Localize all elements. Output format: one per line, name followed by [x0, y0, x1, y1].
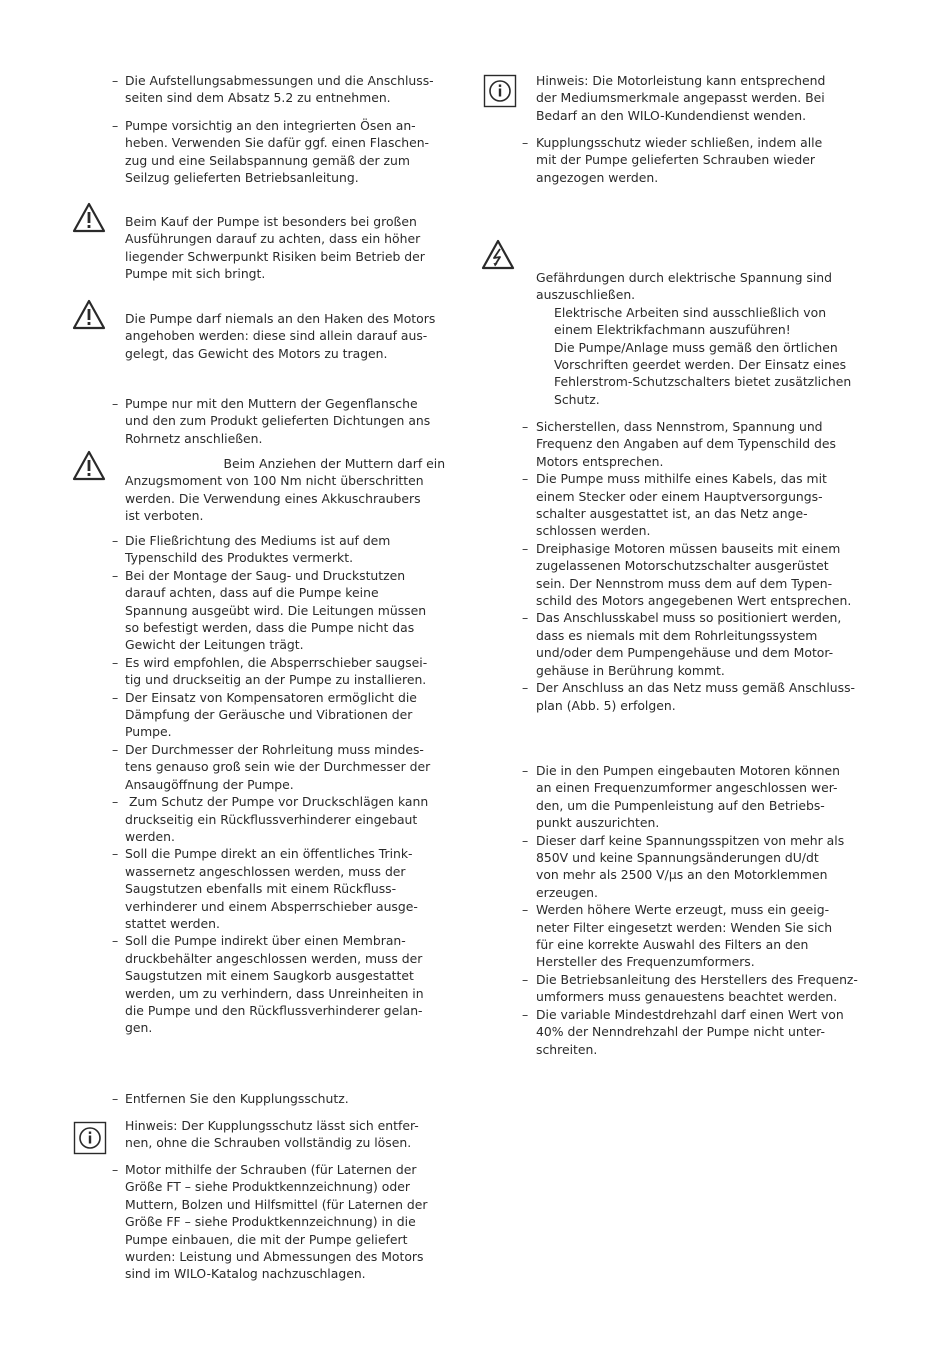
list-item — [70, 741, 440, 793]
bullet-dash: – — [112, 117, 119, 133]
note-text: Hinweis: Der Kupplungsschutz lässt sich entfer- nen, ohne die Schrauben vollständig zu lösen. — [125, 1118, 419, 1151]
bullet-dash: – — [112, 689, 119, 705]
list-item-text: Die Aufstellungsabmessungen und die Anschluss- seiten sind dem Absatz 5.2 zu entnehmen. — [125, 73, 434, 106]
list-item-text: Bei der Montage der Saug- und Druckstutzen darauf achten, dass auf die Pumpe keine Spannung ausgeübt wird. Die Leitungen müssen so befestigt werden, dass die Pumpe nicht das Gewicht der Leitungen trägt. — [125, 567, 427, 653]
list-item-text: Das Anschlusskabel muss so positioniert werden, dass es niemals mit dem Rohrleitungssystem und/oder dem Pumpengehäuse und dem Motor- gehäuse in Berührung kommt. — [536, 610, 842, 678]
list-item — [70, 845, 440, 932]
bullet-dash: – — [112, 533, 119, 548]
list-item — [480, 832, 850, 902]
bullet-dash: – — [112, 1162, 119, 1177]
list-d — [70, 1090, 440, 1107]
list-item-text: Soll die Pumpe direkt an ein öffentliches Trink- wassernetz angeschlossen werden, muss der Saugstutzen ebenfalls mit einem Rückfluss- verhinderer und einem Absperrschieber ausge- stattet werden. — [125, 846, 418, 931]
list-item-text: Kupplungsschutz wieder schließen, indem alle mit der Pumpe gelieferten Schrauben wieder angezogen werden. — [536, 135, 823, 185]
electric-warning-text: Gefährdungen durch elektrische Spannung sind auszuschließen. — [536, 270, 833, 303]
list-item — [480, 609, 850, 679]
list-item — [70, 567, 440, 654]
warning-text: Beim Anziehen der Muttern darf ein Anzugsmoment von 100 Nm nicht überschritten werden. Die Verwendung eines Akkuschraubers ist verboten. — [125, 456, 446, 524]
list-e — [70, 1161, 440, 1283]
bullet-dash: – — [112, 567, 119, 583]
bullet-dash: – — [522, 763, 529, 778]
note-block-2 — [480, 72, 850, 124]
list-item-text: Werden höhere Werte erzeugt, muss ein geeig- neter Filter eingesetzt werden: Wenden Sie sich für eine korrekte Auswahl des Filters an den Hersteller des Frequenzumformers. — [536, 902, 833, 970]
list-item-text: Der Einsatz von Kompensatoren ermöglicht die Dämpfung der Geräusche und Vibrationen der Pumpe. — [125, 689, 417, 740]
list-item-text: Soll die Pumpe indirekt über einen Membran- druckbehälter angeschlossen werden, muss der Saugstutzen mit einem Saugkorb ausgestattet werden, um zu verhindern, dass Unreinheiten in die Pumpe und den Rückflussverhinderer gelan- gen. — [125, 933, 424, 1036]
list-item-text: Dieser darf keine Spannungsspitzen von mehr als 850V und keine Spannungsänderungen dU/dt von mehr als 2500 V/µs an den Motorklemmen erzeugen. — [536, 832, 845, 900]
list-item-text: Dreiphasige Motoren müssen bauseits mit einem zugelassenen Motorschutzschalter ausgerüstet sein. Der Nennstrom muss dem auf dem Typen- schild des Motors angegebenen Wert entsprechen. — [536, 540, 852, 609]
info-icon — [483, 74, 517, 108]
bullet-dash: – — [522, 680, 529, 696]
list-item — [480, 134, 850, 186]
list-item — [480, 762, 850, 832]
bullet-dash: – — [112, 846, 119, 862]
list-item — [70, 1161, 440, 1283]
list-item-text: Sicherstellen, dass Nennstrom, Spannung und Frequenz den Angaben auf dem Typenschild des Motors entsprechen. — [536, 419, 836, 469]
warning-block-1 — [70, 213, 440, 283]
bullet-dash: – — [112, 741, 119, 757]
bullet-dash: – — [522, 471, 529, 487]
list-item-text: Es wird empfohlen, die Absperrschieber saugsei- tig und druckseitig an der Pumpe zu installieren. — [125, 654, 428, 688]
list-item — [480, 679, 856, 714]
list-item — [480, 470, 850, 540]
list-item — [70, 117, 440, 187]
bullet-dash: – — [522, 610, 529, 626]
bullet-dash: – — [112, 1091, 119, 1106]
bullet-dash: – — [522, 135, 529, 150]
list-g — [480, 418, 856, 714]
warning-text: Beim Kauf der Pumpe ist besonders bei großen Ausführungen darauf zu achten, dass ein höher liegender Schwerpunkt Risiken beim Betrieb der Pumpe mit sich bringt. — [125, 214, 425, 282]
list-item-text: Die variable Mindestdrehzahl darf einen Wert von 40% der Nenndrehzahl der Pumpe nicht unter- schreiten. — [536, 1006, 844, 1057]
list-item — [480, 418, 850, 470]
electric-warning-block — [480, 238, 850, 408]
list-b — [70, 395, 440, 447]
list-item-text: Die Pumpe muss mithilfe eines Kabels, das mit einem Stecker oder einem Hauptversorgungs- schalter ausgestattet ist, an das Netz ange- schlossen werden. — [536, 471, 827, 539]
list-item-text: Pumpe vorsichtig an den integrierten Ösen an- heben. Verwenden Sie dafür ggf. einen Flaschen- zug und eine Seilabspannung gemäß der zum Seilzug gelieferten Betriebsanleitung. — [125, 117, 430, 186]
bullet-dash: – — [112, 933, 119, 949]
list-item-text: Der Durchmesser der Rohrleitung muss mindes- tens genauso groß sein wie der Durchmesser der Ansaugöffnung der Pumpe. — [125, 741, 431, 792]
bullet-dash: – — [522, 971, 529, 987]
list-h — [480, 762, 858, 1058]
list-item — [480, 540, 850, 610]
list-item-text: Zum Schutz der Pumpe vor Druckschlägen kann druckseitig ein Rückflussverhinderer eingebaut werden. — [125, 794, 429, 844]
list-item — [70, 395, 440, 447]
warning-triangle-icon — [72, 201, 106, 235]
info-icon — [73, 1121, 107, 1155]
bullet-dash: – — [522, 832, 529, 848]
bullet-dash: – — [522, 1006, 529, 1022]
list-item — [70, 532, 440, 567]
electric-warning-text: Die Pumpe/Anlage muss gemäß den örtlichen Vorschriften geerdet werden. Der Einsatz eines Fehlerstrom-Schutzschalters bietet zusätzlichen Schutz. — [554, 339, 852, 407]
list-item-text: Der Anschluss an das Netz muss gemäß Anschluss- plan (Abb. 5) erfolgen. — [536, 680, 856, 713]
list-item — [480, 971, 858, 1006]
list-item — [70, 1090, 440, 1107]
list-item-text: Entfernen Sie den Kupplungsschutz. — [125, 1091, 349, 1106]
list-f — [480, 134, 850, 186]
list-a — [70, 72, 440, 186]
list-item-text: Die in den Pumpen eingebauten Motoren können an einen Frequenzumformer angeschlossen wer- den, um die Pumpenleistung auf den Betriebs- punkt auszurichten. — [536, 763, 840, 831]
note-text: Hinweis: Die Motorleistung kann entsprechend der Mediumsmerkmale angepasst werden. Bei Bedarf an den WILO-Kundendienst wenden. — [536, 73, 826, 123]
list-item-text: Motor mithilfe der Schrauben (für Laternen der Größe FT – siehe Produktkennzeichnung) oder Muttern, Bolzen und Hilfsmittel (für Laternen der Größe FF – siehe Produktkennzeichnung) in die Pumpe einbauen, die mit der Pumpe geliefert wurden: Leistung und Abmessungen des Motors sind im WILO-Katalog nachzuschlagen. — [125, 1162, 428, 1282]
list-item — [70, 72, 440, 107]
list-item — [70, 689, 440, 741]
list-c — [70, 532, 440, 1037]
warning-triangle-icon — [72, 298, 106, 332]
list-item — [70, 932, 440, 1036]
warning-text: Die Pumpe darf niemals an den Haken des Motors angehoben werden: diese sind allein darauf aus- gelegt, das Gewicht des Motors zu tragen. — [125, 311, 436, 361]
list-item — [480, 1006, 850, 1058]
list-item-text: Pumpe nur mit den Muttern der Gegenflansche und den zum Produkt gelieferten Dichtungen ans Rohrnetz anschließen. — [125, 396, 431, 446]
bullet-dash: – — [112, 794, 119, 810]
electric-warning-text: Elektrische Arbeiten sind ausschließlich von einem Elektrikfachmann auszuführen! — [554, 304, 827, 338]
electric-hazard-icon — [481, 238, 515, 272]
bullet-dash: – — [112, 396, 119, 411]
bullet-dash: – — [522, 540, 529, 556]
list-item-text: Die Fließrichtung des Mediums ist auf dem Typenschild des Produktes vermerkt. — [125, 533, 391, 566]
bullet-dash: – — [522, 902, 529, 918]
list-item — [70, 654, 440, 689]
list-item — [480, 901, 850, 971]
bullet-dash: – — [112, 654, 119, 670]
bullet-dash: – — [112, 73, 119, 88]
warning-block-2 — [70, 310, 440, 362]
list-item-text: Die Betriebsanleitung des Herstellers des Frequenz- umformers muss genauestens beachtet werden. — [536, 971, 858, 1005]
warning-block-3 — [70, 455, 446, 525]
note-block-1 — [70, 1117, 440, 1152]
list-item — [70, 793, 440, 845]
warning-triangle-icon — [72, 449, 106, 483]
bullet-dash: – — [522, 419, 529, 434]
